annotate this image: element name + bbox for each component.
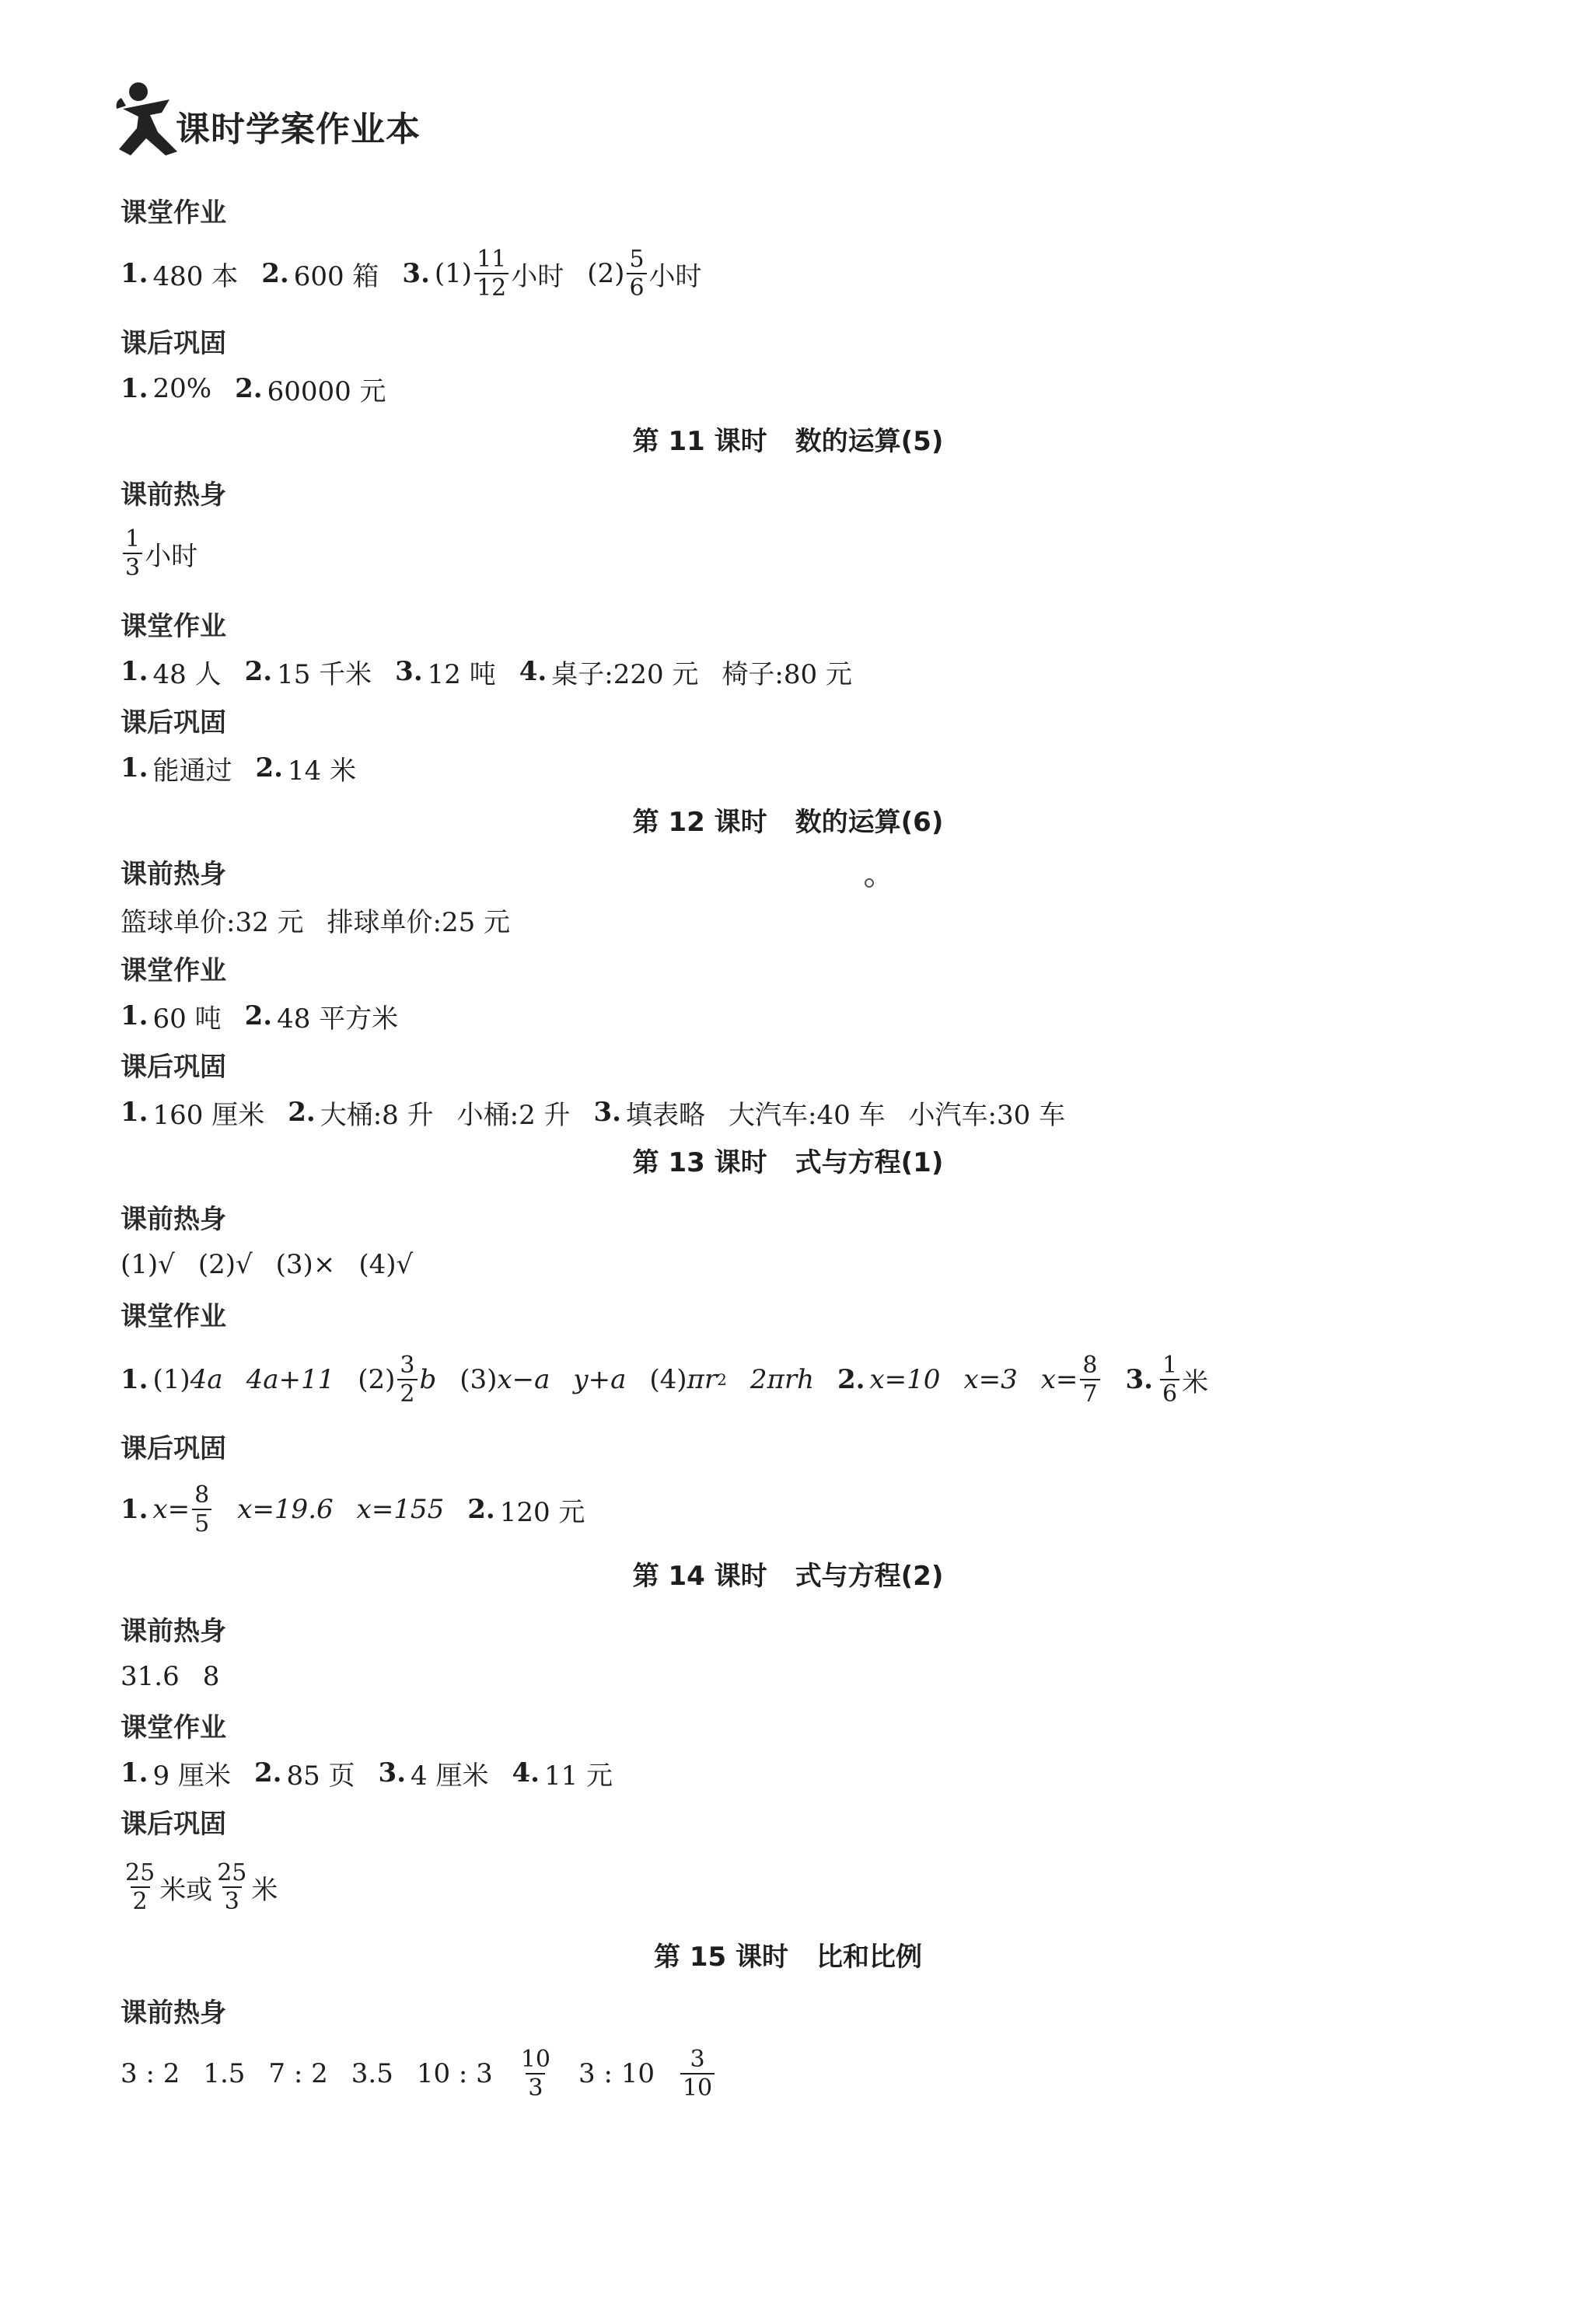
fraction: $\frac{3}{2}$ — [397, 1353, 417, 1407]
section-heading-classwork: 课堂作业 — [121, 610, 226, 642]
header-title: 课时学案作业本 — [176, 110, 421, 149]
classwork-answers: 1. 60 吨 2. 48 平方米 — [121, 1000, 399, 1035]
section-heading-classwork: 课堂作业 — [121, 954, 226, 986]
section-heading-classwork: 课堂作业 — [121, 1712, 226, 1743]
section-heading-warmup: 课前热身 — [121, 858, 226, 890]
consolidation-answers: 1. 20% 2. 60000 元 — [121, 373, 386, 407]
header-logo — [115, 78, 442, 171]
section-heading-consolidation: 课后巩固 — [121, 1432, 226, 1464]
classwork-answers: 1. (1) 4a 4a+11 (2) $\frac{3}{2}$ b (3) x−a y+a (4) πr 2 2πrh 2. x=10 x=3 x= $\frac{8}{7}$ 3. $\frac{1}{6}$ 米 — [121, 1351, 1209, 1408]
consolidation-answers: $\frac{25}{2}$ 米或 $\frac{25}{3}$ 米 — [121, 1864, 278, 1910]
classwork-answers: 1. 48 人 2. 15 千米 3. 12 吨 4. 桌子:220 元 椅子:80 元 — [121, 656, 852, 690]
fraction: $\frac{25}{2}$ — [125, 1858, 156, 1915]
section-heading-warmup: 课前热身 — [121, 479, 226, 511]
section-heading-consolidation: 课后巩固 — [121, 1808, 226, 1840]
warmup-answers: 篮球单价:32 元 排球单价:25 元 — [121, 906, 511, 938]
section-heading-warmup: 课前热身 — [121, 1203, 226, 1235]
lesson-title: 第 12 课时 数的运算(6) — [632, 807, 944, 838]
fraction: $\frac{1}{3}$ — [123, 527, 142, 581]
consolidation-answers: 1. x= $\frac{8}{5}$ x=19.6 x=155 2. 120 元 — [121, 1481, 585, 1537]
consolidation-answers: 1. 能通过 2. 14 米 — [121, 752, 357, 787]
running-figure-logo-icon — [115, 78, 185, 163]
lesson-title: 第 13 课时 式与方程(1) — [632, 1147, 944, 1178]
stray-mark — [865, 878, 874, 888]
section-heading-classwork: 课堂作业 — [121, 1300, 226, 1332]
fraction: $\frac{8}{7}$ — [1080, 1353, 1099, 1407]
warmup-answers: $\frac{1}{3}$ 小时 — [121, 530, 197, 577]
fraction: $\frac{5}{6}$ — [627, 247, 646, 301]
section-heading-warmup: 课前热身 — [121, 1615, 226, 1647]
lesson-title: 第 15 课时 比和比例 — [654, 1942, 922, 1973]
section-heading-consolidation: 课后巩固 — [121, 327, 226, 359]
section-heading-warmup: 课前热身 — [121, 1997, 226, 2029]
warmup-answers: (1)√ (2)√ (3)× (4)√ — [121, 1249, 414, 1280]
classwork-answers: 1. 9 厘米 2. 85 页 3. 4 厘米 4. 11 元 — [121, 1757, 613, 1792]
fraction: $\frac{25}{3}$ — [217, 1858, 247, 1915]
fraction: $\frac{8}{5}$ — [192, 1483, 211, 1537]
section-heading-classwork: 课堂作业 — [121, 197, 226, 229]
consolidation-answers: 1. 160 厘米 2. 大桶:8 升 小桶:2 升 3. 填表略 大汽车:40 车 小汽车:30 车 — [121, 1097, 1066, 1131]
warmup-answers: 3 : 2 1.5 7 : 2 3.5 10 : 3 $\frac{10}{3}$ 3 : 10 $\frac{3}{10}$ — [121, 2050, 717, 2097]
fraction: $\frac{3}{10}$ — [680, 2047, 715, 2101]
warmup-answers: 31.6 8 — [121, 1661, 220, 1692]
fraction: $\frac{11}{12}$ — [474, 247, 508, 301]
section-heading-consolidation: 课后巩固 — [121, 1051, 226, 1083]
fraction: $\frac{10}{3}$ — [520, 2045, 550, 2102]
fraction: $\frac{1}{6}$ — [1160, 1353, 1179, 1407]
lesson-title: 第 11 课时 数的运算(5) — [632, 426, 944, 457]
classwork-answers: 1. 480 本 2. 600 箱 3. (1) $\frac{11}{12}$ 小时 (2) $\frac{5}{6}$ 小时 — [121, 245, 702, 302]
section-heading-consolidation: 课后巩固 — [121, 707, 226, 738]
lesson-title: 第 14 课时 式与方程(2) — [632, 1561, 944, 1592]
